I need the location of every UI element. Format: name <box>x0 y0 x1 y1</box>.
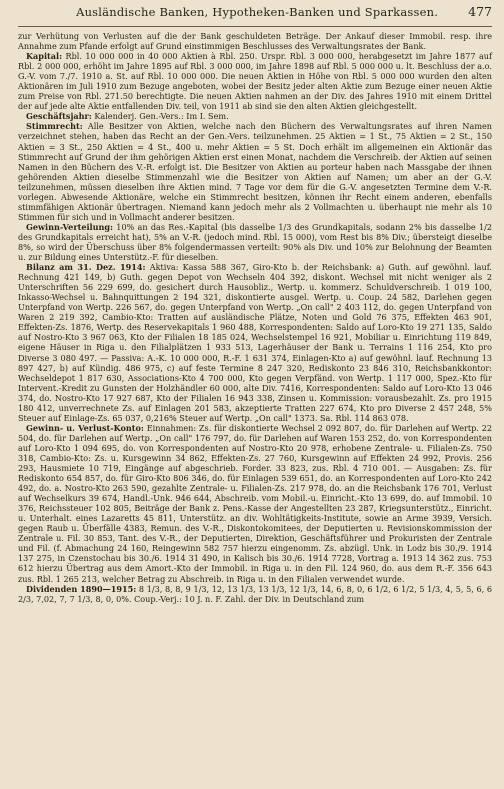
paragraph-kapital <box>18 51 492 111</box>
paragraph-text: Einnahmen: Zs. für diskontierte Wechsel 2 092 807, do. für Darlehen auf Wertp. 22 504, do. für Darlehen auf Wertp. „On call" 176 797, do. für Darlehen auf Waren 153 252, do. von Korrespondenten auf Loro-Kto 1 094 695, do. von Korrespondenten auf Nostro-Kto 20 978, erhobene Zentrale- u. Filialen-Zs. 750 318, Cambio-Kto: Zs. u. Kursgewinn 34 862, Effekten-Zs. 27 760, Kursgewinn auf Effekten 24 992, Provis. 256 293, Hausmiete 10 719, Eingänge auf abgeschrieb. Forder. 33 823, zus. Rbl. 4 710 001. — Ausgaben: Zs. für Rediskonto 654 857, do. für Giro-Kto 806 346, do. für Einlagen 539 651, do. an Korrespondenten auf Loro-Kto 242 492, do. a. Nostro-Kto 263 590, gezahlte Zentrale- u. Filialen-Zs. 217 978, do. an die Reichsbank 176 701, Verlust auf Wechselkurs 39 674, Handl.-Unk. 946 644, Abschreib. vom Mobil.-u. Einricht.-Kto 13 699, do. auf Immobil. 10 376, Reichssteuer 102 805, Beiträge der Bank z. Pens.-Kasse der Angestellten 23 287, Kriegsunterstütz., Einricht. u. Unterhalt. eines Lazaretts 45 811, Unterstütz. an div. Wohltätigkeits-Institute, sowie an Arme 3939, Versich. gegen Raub u. Überfälle 4383, Remun. des V.-R., Diskontokomitees, der Deputierten u. Revisionskommission der Zentrale u. Fil. 30 853, Tant. des V.-R., der Deputierten, Direktion, Geschäftsführer und Prokuristen der Zentrale und Fil. (f. Abmachung 24 160, Reingewinn 582 757 hierzu eingenomm. Zs. abzügl. Unk. in Lodz bis 30./9. 1914 137 275, in Czenstochau bis 30./6. 1914 31 490, in Kalisch bis 30./6. 1914 7728, Vortrag a. 1913 14 362 zus. 753 612 hierzu Übertrag aus dem Amort.-Kto der Immobil. in Riga u. in den Fil. 124 960, do. aus dem R.-F. 356 643 zus. Rbl. 1 265 213, welcher Betrag zu Abschreib. in Riga u. in den Filialen verwendet wurde. <box>18 422 493 584</box>
paragraph-lead: Stimmrecht: <box>26 121 83 132</box>
page-header <box>18 4 492 27</box>
paragraph-dividenden <box>18 584 492 604</box>
paragraph-text: 10% an das Res.-Kapital (bis dasselbe 1/3 des Grundkapitals, sodann 2% bis dasselbe 1/2 des Grundkapitals erreicht hat), 5% an V.-R. (jedoch mind. Rbl. 15 000), vom Rest bis 8% Div.; übersteigt dieselbe 8%, so wird der Überschuss über 8% folgendermassen verteilt: 90% als Div. und 10% zur Belohnung der Beamten u. zur Bildung eines Unterstütz.-F. für dieselben. <box>18 221 492 263</box>
paragraph-lead: Bilanz am 31. Dez. 1914: <box>26 262 146 273</box>
paragraph-lead: Gewinn- u. Verlust-Konto: <box>26 422 144 433</box>
paragraph-lead: Kapital: <box>26 51 63 62</box>
paragraph-text: Rbl. 10 000 000 in 40 000 Aktien à Rbl. 250. Urspr. Rbl. 3 000 000, herabgesetzt im Jahre 1877 auf Rbl. 2 000 000, erhöht im Jahre 1895 auf Rbl. 3 000 000, im Jahre 1898 auf Rbl. 5 000 000 u. lt. Beschluss der a.o. G.-V. vom 7./7. 1910 a. St. auf Rbl. 10 000 000. Die neuen Aktien in Höhe von Rbl. 5 000 000 wurden den alten Aktionären im Juli 1910 zum Bezuge angeboten, wobei der Besitz jeder alten Aktie zum Bezuge einer neuen Aktie zum Preise von Rbl. 271.50 berechtigte. Die neuen Aktien nahmen an der Div. des Jahres 1910 mit einem Drittel der auf jede alte Aktie entfallenden Div. teil, von 1911 ab sind sie den alten Aktien gleichgestellt. <box>18 51 492 112</box>
paragraph-lead: Gewinn-Verteilung: <box>26 221 114 232</box>
paragraph-text: Kalenderj. Gen.-Vers.: Im I. Sem. <box>91 111 229 122</box>
page-body <box>18 31 492 604</box>
paragraph-gewinn-verteilung <box>18 222 492 262</box>
paragraph-geschaeftsjahr <box>18 111 492 121</box>
paragraph-text: Alle Besitzer von Aktien, welche nach den Büchern des Verwaltungsrates auf ihren Namen verzeichnet stehen, haben das Recht an der Gen.-Vers. teilzunehmen. 25 Aktien = 1 St., 75 Aktien = 2 St., 150 Aktien = 3 St., 250 Aktien = 4 St., 400 u. mehr Aktien = 5 St. Doch erhält im allgemeinen ein Aktionär das Stimmrecht auf Grund der ihm gehörigen Aktien erst einen Monat, nachdem die Verschreib. der Aktien auf seinen Namen in den Büchern des V.-R. erfolgt ist. Die Besitzer von Aktien au porteur haben nach Massgabe der ihnen gehörenden Aktien dieselbe Stimmenzahl wie die Besitzer von Aktien auf Namen; um aber an der G.-V. teilzunehmen, müssen dieselben ihre Aktien mind. 7 Tage vor dem für die G.-V. angesetzten Termine dem V.-R. vorlegen. Abwesende Aktionäre, welche ein Stimmrecht besitzen, können ihr Recht einem anderen, ebenfalls stimmfähigen Aktionär übertragen. Niemand kann jedoch mehr als 2 Vollmachten u. überhaupt nie mehr als 10 Stimmen für sich und in Vollmacht anderer besitzen. <box>18 121 492 222</box>
paragraph-intro <box>18 31 492 51</box>
page-number: 477 <box>468 4 492 19</box>
paragraph-lead: Dividenden 1890—1915: <box>26 583 137 594</box>
paragraph-bilanz <box>18 262 492 423</box>
paragraph-text: zur Verhütung von Verlusten auf die der Bank geschuldeten Beträge. Der Ankauf dieser Immobil. resp. ihre Annahme zum Pfande erfolgt auf Grund einstimmigen Beschlusses des Verwaltungsrates der Bank. <box>18 31 492 52</box>
paragraph-text: Aktiva: Kassa 588 367, Giro-Kto b. der Reichsbank: a) Guth. auf gewöhnl. lauf. Rechnung 421 149, b) Guth. gegen Depot von Wechseln 404 392, diskont. Wechsel mit nicht weniger als 2 Unterschriften 56 229 699, do. gesichert durch Hausobliz., Wertp. u. kommerz. Schuldverschreib. 1 019 100, Inkasso-Wechsel u. Bahnquittungen 2 194 321, diskontierte ausgel. Wertp. u. Coup. 24 582, Darlehen gegen Unterpfand von Wertp. 226 567, do. gegen Unterpfand von Wertp. „On call" 2 403 112, do. gegen Unterpfand von Waren 2 219 392, Cambio-Kto: Tratten auf ausländische Plätze, Noten und Gold 76 375, Effekten 463 901, Effekten-Zs. 1876, Wertp. des Reservekapitals 1 960 488, Korrespondenten: Saldo auf Loro-Kto 19 271 135, Saldo auf Nostro-Kto 3 967 063, Kto der Filialen 18 185 024, Wechselstempel 16 921, Mobiliar u. Einrichtung 119 849, eigene Häuser in Riga u. den Filialplätzen 1 933 513, Lagerhäuser der Bank u. Terrains 1 116 254, Kto pro Diverse 3 080 497. — Passiva: A.-K. 10 000 000, R.-F. 1 631 374, Einlagen-Kto a) auf gewöhnl. lauf. Rechnung 13 897 427, b) auf Kündig. 486 975, c) auf feste Termine 8 247 320, Rediskonto 23 846 310, Reichsbankkontor: Wechseldepot 1 817 630, Associations-Kto 4 700 000, Kto gegen Verpfänd. von Wertp. 1 117 000, Spez.-Kto für Intervent.-Kredit zu Gunsten der Holzhändler 60 000, alte Div. 7416, Korrespondenten: Saldo auf Loro-Kto 13 046 374, do. Nostro-Kto 17 927 687, Kto der Filialen 16 943 338, Zinsen u. Kommission: vorausbezahlt. Zs. pro 1915 180 412, unverrechnete Zs. auf Einlagen 201 583, akzeptierte Tratten 227 674, Kto pro Diverse 2 457 248, 5% Steuer auf Einlage-Zs. 65 037, 0,216% Steuer auf Wertp. „On call" 1373. Sa. Rbl. 114 863 078. <box>18 262 492 423</box>
paragraph-stimmrecht <box>18 121 492 221</box>
paragraph-gewinn-verlust-konto <box>18 423 492 584</box>
paragraph-lead: Geschäftsjahr: <box>26 111 92 122</box>
running-title: Ausländische Banken, Hypotheken-Banken und Sparkassen. <box>76 5 439 19</box>
paragraph-text: 8 1/3, 8, 8, 9 1/3, 12, 13 1/3, 13 1/3, 12 1/3, 14, 6, 8, 0, 6 1/2, 6 1/2, 5 1/3, 4, 5, 5, 6, 6 2/3, 7,02, 7, 7 1/3, 8, 0, 0%. Coup.-Verj.: 10 J. n. F. Zahl. der Div. in Deutschland zum <box>18 583 492 604</box>
